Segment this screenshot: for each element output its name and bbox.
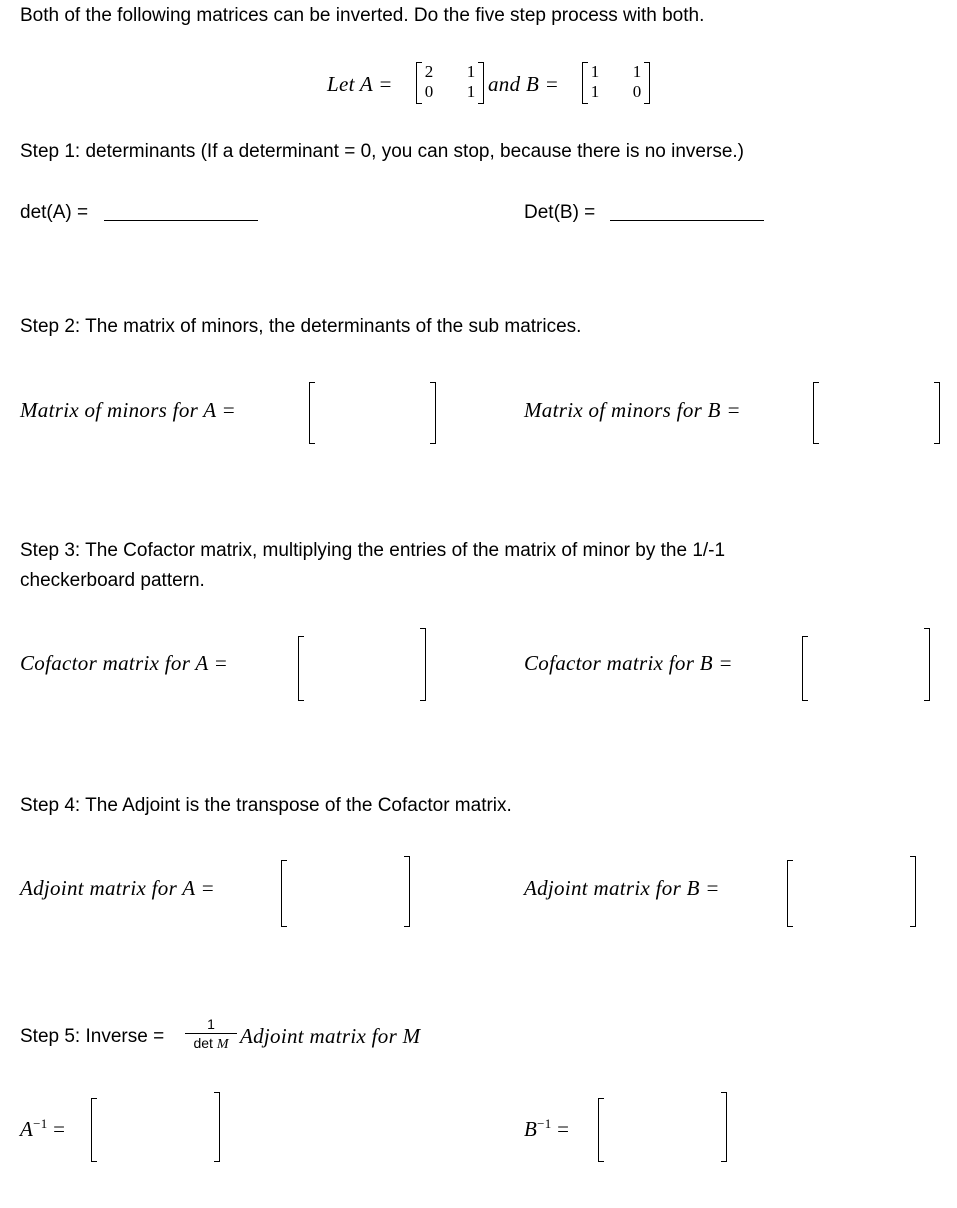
matrix-b-cell: 0 [632, 82, 642, 101]
fraction-denominator-det: det [193, 1035, 213, 1051]
cofactor-b-right-bracket [924, 628, 930, 701]
matrix-b-cell: 1 [590, 62, 600, 81]
minors-b-answer-area[interactable] [820, 384, 932, 440]
matrix-a [420, 62, 484, 104]
step2-text: Step 2: The matrix of minors, the determinants of the sub matrices. [20, 316, 582, 337]
b-inverse-answer-area[interactable] [605, 1100, 720, 1158]
a-inverse-exponent: −1 [33, 1116, 48, 1131]
b-inverse-left-bracket [598, 1098, 604, 1162]
b-inverse-exponent: −1 [537, 1116, 552, 1131]
det-b-label: Det(B) = [524, 202, 596, 223]
adjoint-a-label: Adjoint matrix for A = [20, 876, 216, 900]
cofactor-b-label: Cofactor matrix for B = [524, 651, 733, 675]
minors-b-label: Matrix of minors for B = [524, 398, 741, 422]
intro-text: Both of the following matrices can be inverted. Do the five step process with both. [20, 5, 705, 26]
minors-a-label: Matrix of minors for A = [20, 398, 237, 422]
minors-b-right-bracket [934, 382, 940, 444]
minors-b-left-bracket [813, 382, 819, 444]
step4-text: Step 4: The Adjoint is the transpose of the Cofactor matrix. [20, 795, 512, 816]
fraction-bar [185, 1033, 237, 1034]
b-inverse-base: B [524, 1117, 538, 1141]
matrix-a-cell: 1 [466, 62, 476, 81]
step1-text: Step 1: determinants (If a determinant = 0, you can stop, because there is no inverse.) [20, 141, 744, 162]
cofactor-a-left-bracket [298, 636, 304, 701]
a-inverse-equals: = [53, 1117, 66, 1141]
matrix-b-cell: 1 [632, 62, 642, 81]
adjoint-a-left-bracket [281, 860, 287, 927]
det-a-label: det(A) = [20, 202, 89, 223]
fraction-denominator [185, 1035, 237, 1053]
matrix-a-cell: 1 [466, 82, 476, 101]
a-inverse-label [20, 1112, 65, 1141]
a-inverse-left-bracket [91, 1098, 97, 1162]
b-inverse-right-bracket [721, 1092, 727, 1162]
cofactor-b-left-bracket [802, 636, 808, 701]
det-a-answer-blank[interactable] [104, 203, 258, 221]
adjoint-b-answer-area[interactable] [794, 862, 909, 923]
adjoint-b-left-bracket [787, 860, 793, 927]
cofactor-a-label: Cofactor matrix for A = [20, 651, 229, 675]
cofactor-a-right-bracket [420, 628, 426, 701]
fraction-numerator: 1 [207, 1016, 215, 1032]
minors-a-right-bracket [430, 382, 436, 444]
matrix-b-cell: 1 [590, 82, 600, 101]
adjoint-a-right-bracket [404, 856, 410, 927]
cofactor-a-answer-area[interactable] [305, 638, 419, 697]
matrix-b-right-bracket [644, 62, 650, 104]
adjoint-b-right-bracket [910, 856, 916, 927]
minors-a-answer-area[interactable] [316, 384, 428, 440]
b-inverse-equals: = [557, 1117, 570, 1141]
inverse-fraction [185, 1016, 237, 1053]
a-inverse-base: A [20, 1117, 34, 1141]
step5-suffix: Adjoint matrix for M [240, 1024, 421, 1048]
matrix-b [586, 62, 650, 104]
a-inverse-right-bracket [214, 1092, 220, 1162]
let-a-label: Let A = [327, 72, 393, 96]
fraction-denominator-var: M [216, 1037, 229, 1052]
matrix-a-right-bracket [478, 62, 484, 104]
step3-text-line2: checkerboard pattern. [20, 570, 205, 591]
minors-a-left-bracket [309, 382, 315, 444]
cofactor-b-answer-area[interactable] [809, 638, 923, 697]
det-b-answer-blank[interactable] [610, 203, 764, 221]
matrix-a-cell: 2 [424, 62, 434, 81]
and-b-label: and B = [488, 72, 560, 96]
matrix-a-cell: 0 [424, 82, 434, 101]
adjoint-a-answer-area[interactable] [288, 862, 403, 923]
a-inverse-answer-area[interactable] [98, 1100, 213, 1158]
adjoint-b-label: Adjoint matrix for B = [524, 876, 720, 900]
b-inverse-label [524, 1112, 569, 1141]
step5-text: Step 5: Inverse = [20, 1026, 165, 1047]
step3-text-line1: Step 3: The Cofactor matrix, multiplying the entries of the matrix of minor by the 1/-1 [20, 540, 726, 561]
